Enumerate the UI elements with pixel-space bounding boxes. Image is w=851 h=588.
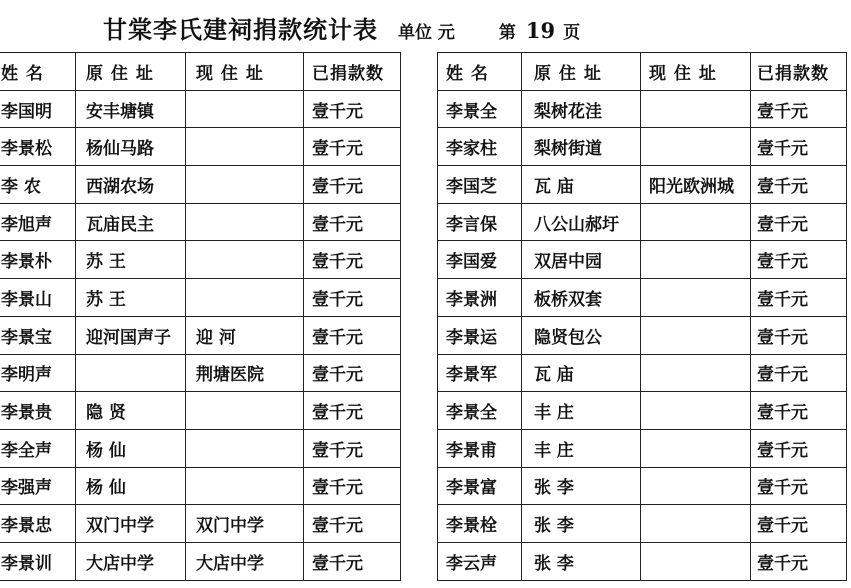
donor-name-cell: 李言保 [438, 203, 522, 241]
donation-amount-cell: 壹千元 [751, 392, 847, 430]
donor-name-cell: 李景甫 [438, 429, 522, 467]
origin-address-cell: 瓦 庙 [522, 354, 641, 392]
donor-name-cell: 李景贵 [0, 392, 76, 430]
column-header-amount: 已捐款数 [304, 53, 401, 91]
table-row [438, 316, 847, 354]
donor-name-cell: 李景全 [438, 392, 522, 430]
table-row [438, 354, 847, 392]
page-suffix: 页 [563, 23, 581, 43]
current-address-cell [641, 203, 751, 241]
table-row [438, 166, 847, 204]
table-row [0, 505, 401, 543]
current-address-cell [186, 467, 304, 505]
table-row [438, 429, 847, 467]
origin-address-cell: 张 李 [522, 467, 641, 505]
column-header-name: 姓 名 [438, 53, 522, 91]
origin-address-cell: 杨 仙 [76, 429, 186, 467]
donation-amount-cell: 壹千元 [304, 128, 401, 166]
table-header-row [438, 53, 847, 91]
current-address-cell: 大店中学 [186, 542, 304, 580]
donor-name-cell: 李全声 [0, 429, 76, 467]
donation-amount-cell: 壹千元 [751, 166, 847, 204]
donor-name-cell: 李国爱 [438, 241, 522, 279]
origin-address-cell: 大店中学 [76, 542, 186, 580]
donor-name-cell: 李景忠 [0, 505, 76, 543]
donation-amount-cell: 壹千元 [304, 467, 401, 505]
table-row [438, 467, 847, 505]
donor-name-cell: 李景训 [0, 542, 76, 580]
donation-amount-cell: 壹千元 [304, 166, 401, 204]
current-address-cell [641, 316, 751, 354]
current-address-cell: 荆塘医院 [186, 354, 304, 392]
current-address-cell: 双门中学 [186, 505, 304, 543]
donor-name-cell: 李明声 [0, 354, 76, 392]
unit-label: 单位 元 [398, 23, 455, 43]
origin-address-cell: 丰 庄 [522, 392, 641, 430]
page-number: 19 [525, 18, 556, 43]
donation-amount-cell: 壹千元 [751, 128, 847, 166]
current-address-cell [641, 505, 751, 543]
table-row [0, 241, 401, 279]
donor-name-cell: 李国明 [0, 90, 76, 128]
current-address-cell [641, 392, 751, 430]
table-row [438, 203, 847, 241]
donation-amount-cell: 壹千元 [751, 354, 847, 392]
donor-name-cell: 李家柱 [438, 128, 522, 166]
origin-address-cell [76, 354, 186, 392]
current-address-cell [641, 429, 751, 467]
donor-name-cell: 李强声 [0, 467, 76, 505]
current-address-cell [641, 542, 751, 580]
donation-amount-cell: 壹千元 [751, 542, 847, 580]
donation-table-right [437, 52, 847, 581]
donation-table-body [438, 53, 847, 581]
origin-address-cell: 瓦 庙 [522, 166, 641, 204]
current-address-cell [186, 392, 304, 430]
table-row [438, 128, 847, 166]
origin-address-cell: 隐 贤 [76, 392, 186, 430]
donation-amount-cell: 壹千元 [751, 279, 847, 317]
table-row [0, 354, 401, 392]
donation-amount-cell: 壹千元 [751, 241, 847, 279]
table-row [0, 279, 401, 317]
donation-amount-cell: 壹千元 [751, 316, 847, 354]
table-row [0, 392, 401, 430]
table-row [438, 241, 847, 279]
donation-amount-cell: 壹千元 [751, 467, 847, 505]
origin-address-cell: 双门中学 [76, 505, 186, 543]
donation-amount-cell: 壹千元 [751, 90, 847, 128]
origin-address-cell: 梨树街道 [522, 128, 641, 166]
donor-name-cell: 李景宝 [0, 316, 76, 354]
current-address-cell [186, 429, 304, 467]
document-title: 甘棠李氏建祠捐款统计表 [103, 15, 378, 44]
donation-table-left [0, 52, 401, 581]
table-row [438, 392, 847, 430]
current-address-cell [186, 279, 304, 317]
origin-address-cell: 苏 王 [76, 279, 186, 317]
donation-amount-cell: 壹千元 [304, 90, 401, 128]
table-row [0, 429, 401, 467]
donation-table-body [0, 53, 401, 581]
current-address-cell [641, 128, 751, 166]
donation-amount-cell: 壹千元 [304, 279, 401, 317]
donation-amount-cell: 壹千元 [304, 316, 401, 354]
donor-name-cell: 李旭声 [0, 203, 76, 241]
donor-name-cell: 李景富 [438, 467, 522, 505]
donation-amount-cell: 壹千元 [304, 392, 401, 430]
current-address-cell: 阳光欧洲城 [641, 166, 751, 204]
donor-name-cell: 李景军 [438, 354, 522, 392]
table-row [0, 90, 401, 128]
donation-amount-cell: 壹千元 [304, 203, 401, 241]
donation-amount-cell: 壹千元 [304, 542, 401, 580]
origin-address-cell: 苏 王 [76, 241, 186, 279]
donor-name-cell: 李景松 [0, 128, 76, 166]
column-header-amount: 已捐款数 [751, 53, 847, 91]
current-address-cell [186, 203, 304, 241]
donation-amount-cell: 壹千元 [304, 241, 401, 279]
donor-name-cell: 李景运 [438, 316, 522, 354]
origin-address-cell: 西湖农场 [76, 166, 186, 204]
page-label: 第 [498, 23, 516, 43]
origin-address-cell: 迎河国声子 [76, 316, 186, 354]
donor-name-cell: 李 农 [0, 166, 76, 204]
donation-amount-cell: 壹千元 [751, 429, 847, 467]
table-row [438, 90, 847, 128]
document-header [103, 10, 580, 46]
origin-address-cell: 张 李 [522, 505, 641, 543]
table-header-row [0, 53, 401, 91]
donor-name-cell: 李景洲 [438, 279, 522, 317]
donation-amount-cell: 壹千元 [304, 429, 401, 467]
donation-amount-cell: 壹千元 [751, 505, 847, 543]
origin-address-cell: 瓦庙民主 [76, 203, 186, 241]
table-row [0, 166, 401, 204]
current-address-cell [641, 354, 751, 392]
current-address-cell [641, 279, 751, 317]
column-header-name: 姓 名 [0, 53, 76, 91]
table-row [0, 467, 401, 505]
origin-address-cell: 张 李 [522, 542, 641, 580]
table-row [438, 542, 847, 580]
donor-name-cell: 李景全 [438, 90, 522, 128]
origin-address-cell: 安丰塘镇 [76, 90, 186, 128]
current-address-cell [186, 128, 304, 166]
table-row [0, 128, 401, 166]
column-header-current: 现 住 址 [641, 53, 751, 91]
current-address-cell [641, 467, 751, 505]
origin-address-cell: 梨树花洼 [522, 90, 641, 128]
donor-name-cell: 李景朴 [0, 241, 76, 279]
donor-name-cell: 李国芝 [438, 166, 522, 204]
current-address-cell [186, 90, 304, 128]
origin-address-cell: 八公山郝圩 [522, 203, 641, 241]
column-header-origin: 原 住 址 [522, 53, 641, 91]
column-header-current: 现 住 址 [186, 53, 304, 91]
column-header-origin: 原 住 址 [76, 53, 186, 91]
current-address-cell [641, 241, 751, 279]
donor-name-cell: 李云声 [438, 542, 522, 580]
origin-address-cell: 杨仙马路 [76, 128, 186, 166]
table-row [0, 203, 401, 241]
table-row [438, 279, 847, 317]
table-row [0, 316, 401, 354]
origin-address-cell: 丰 庄 [522, 429, 641, 467]
current-address-cell [186, 166, 304, 204]
donation-amount-cell: 壹千元 [304, 505, 401, 543]
current-address-cell [641, 90, 751, 128]
donor-name-cell: 李景栓 [438, 505, 522, 543]
origin-address-cell: 隐贤包公 [522, 316, 641, 354]
current-address-cell [186, 241, 304, 279]
donor-name-cell: 李景山 [0, 279, 76, 317]
donation-amount-cell: 壹千元 [751, 203, 847, 241]
origin-address-cell: 杨 仙 [76, 467, 186, 505]
origin-address-cell: 板桥双套 [522, 279, 641, 317]
origin-address-cell: 双居中园 [522, 241, 641, 279]
table-row [0, 542, 401, 580]
current-address-cell: 迎 河 [186, 316, 304, 354]
donation-amount-cell: 壹千元 [304, 354, 401, 392]
table-row [438, 505, 847, 543]
